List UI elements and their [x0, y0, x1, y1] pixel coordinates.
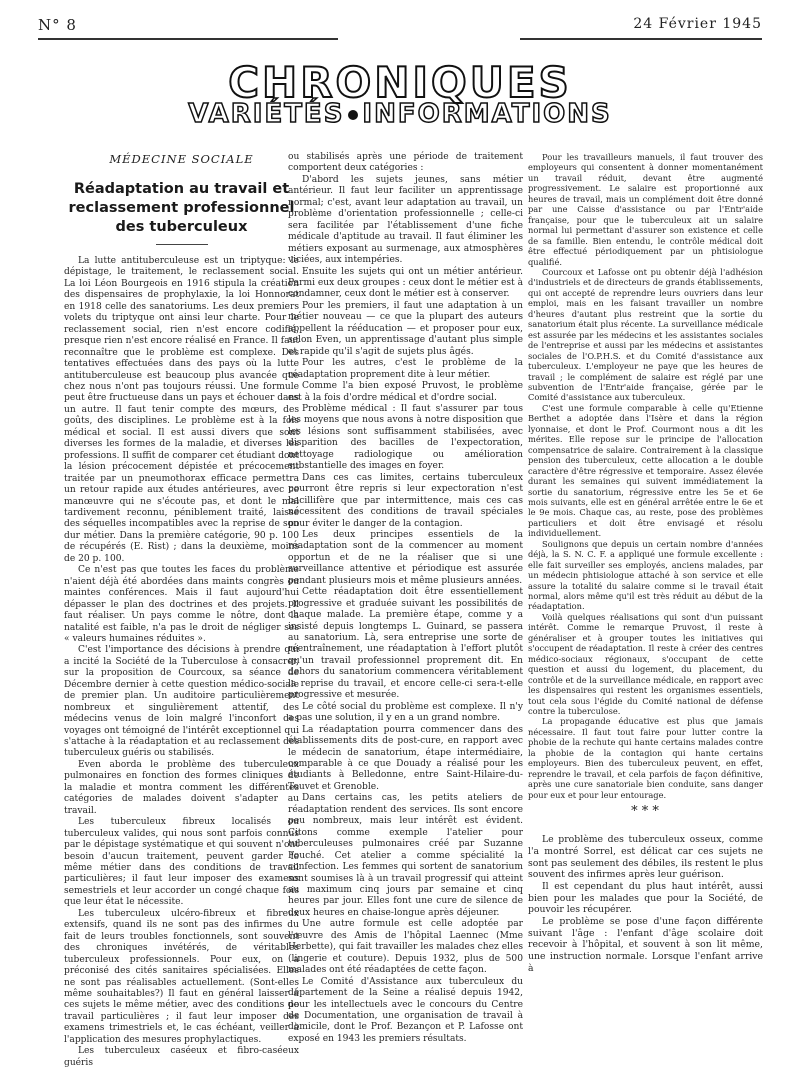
- column-2: [288, 152, 523, 1045]
- paragraph: Dans certains cas, les petits ateliers de réadaptation rendent des services. Ils sont encore peu nombreux, mais leur intérêt est évident. Citons comme exemple l'atelier pour tuberculeuses pulmonaires créé par Suzanne Fouché. Cet atelier a comme spécialité la confection. Les femmes qui sortent de sanatorium sont soumises là à un travail progressif qui atteint au maximum cinq jours par semaine et cinq heures par jour. Elles font une cure de silence de deux heures en chaise-longue après déjeuner.: [288, 793, 523, 918]
- paragraph: Even aborda le problème des tuberculeux pulmonaires en fonction des formes cliniques de la maladie et montra comment les différentes catégories de malades doivent s'adapter au travail.: [64, 759, 299, 816]
- paragraph: Les deux principes essentiels de la réadaptation sont de la commencer au moment opportun et de ne la réaliser que si une surveillance attentive et périodique est assurée pendant plusieurs mois et même plusieurs années.: [288, 529, 523, 586]
- paragraph: Le problème des tuberculeux osseux, comme l'a montré Sorrel, est délicat car ces sujets ne sont pas seulement des débiles, ils restent le plus souvent des infirmes après leur guérison.: [528, 834, 763, 881]
- paragraph: C'est une formule comparable à celle qu'Etienne Berthet a adoptée dans l'Isère et dans la région lyonnaise, et dont le Prof. Courmont nous a dit les mérites. Elle repose sur le principe de l'allocation compensatrice de salaire. Contrairement à la classique pension des tuberculeux, cette allocation a le double caractère d'être régressive et temporaire. Assez élevée durant les semaines qui suivent immédiatement la sortie du sanatorium, régressive entre les 5e et 6e mois suivants, elle est en général arrêtée entre le 6e et le 9e mois. Chaque cas, au reste, pose des problèmes particuliers et doit être envisagé et résolu individuellement.: [528, 402, 763, 539]
- paragraph: Soulignons que depuis un certain nombre d'années déjà, la S. N. C. F. a appliqué une formule excellente : elle fait surveiller ses employés, anciens malades, par un médecin phtisiologue attaché à son service et elle assure la totalité du salaire comme si le travail était normal, alors même qu'il est très réduit au début de la réadaptation.: [528, 538, 763, 612]
- paragraph: Ce n'est pas que toutes les faces du problème n'aient déjà été abordées dans maints congrès ou maintes conférences. Mais il faut aujourd'hui dépasser le plan des doctrines et des projets. Il faut réaliser. Un pays comme le nôtre, dont la natalité est faible, n'a pas le droit de négliger ses « valeurs humaines réduites ».: [64, 565, 299, 644]
- section-separator-stars: * * *: [631, 804, 659, 820]
- title-divider: [156, 244, 208, 245]
- paragraph: Les tuberculeux fibreux localisés ou tuberculeux valides, qui nous sont parfois connus par le dépistage systématique et qui souvent n'ont besoin d'aucun traitement, peuvent garder le même métier dans des conditions de travail particulières; il faut leur imposer des examens semestriels et leur accorder un congé chaque fois que leur état le nécessite.: [64, 817, 299, 908]
- paragraph: Une autre formule est celle adoptée par l'œuvre des Amis de l'hôpital Laennec (Mme Herbette), qui fait travailler les malades chez elles (lingerie et couture). Depuis 1932, plus de 500 malades ont été réadaptées de cette façon.: [288, 919, 523, 976]
- masthead-varietes: VARIÉTÉS: [188, 99, 345, 129]
- column-3-continued: [528, 834, 763, 974]
- paragraph: La réadaptation pourra commencer dans des établissements dits de post-cure, en rapport avec le médecin de sanatorium, étape intermédiaire, comparable à ce que Douady a réalisé pour les étudiants à Belledonne, entre Saint-Hilaire-du-Touvet et Grenoble.: [288, 724, 523, 792]
- masthead-title: CHRONIQUES: [228, 58, 572, 107]
- paragraph: Pour les travailleurs manuels, il faut trouver des employeurs qui consentent à donner momentanément un travail réduit, devant être augmenté progressivement. Le salaire est proportionné aux heures de travail, mais un complément doit être donné par une Caisse d'assistance ou par l'Entr'aide française, pour que le tuberculeux ait un salaire normal lui permettant d'assurer son existence et celle de sa famille. Bien entendu, le contrôle médical doit être effectué périodiquement par un phtisiologue qualifié.: [528, 152, 763, 267]
- paragraph: Cette réadaptation doit être essentiellement progressive et graduée suivant les possibilités de chaque malade. La première étape, comme y a insisté depuis longtemps L. Guinard, se passera au sanatorium. Là, sera entreprise une sorte de réentraînement, une réadaptation à l'effort plutôt qu'un travail professionnel proprement dit. En dehors du sanatorium commencera véritablement la reprise du travail, et encore celle-ci sera-t-elle progressive et mesurée.: [288, 587, 523, 701]
- paragraph: Le problème se pose d'une façon différente suivant l'âge : l'enfant d'âge scolaire doit recevoir à l'hôpital, et souvent à son lit même, une instruction normale. Lorsque l'enfant arrive à: [528, 916, 763, 974]
- paragraph: Problème médical : Il faut s'assurer par tous les moyens que nous avons à notre disposition que les lésions sont suffisamment stabilisées, avec disparition des bacilles de l'expectoration, nettoyage radiologique ou amélioration substantielle des images en foyer.: [288, 403, 523, 472]
- column-3: [528, 152, 763, 800]
- header-rule-left: [38, 38, 338, 40]
- paragraph: ou stabilisés après une période de traitement comportent deux catégories :: [288, 152, 523, 174]
- paragraph: Pour les autres, c'est le problème de la réadaptation proprement dite à leur métier.: [288, 358, 523, 380]
- header-rule-right: [520, 38, 762, 40]
- paragraph: Ensuite les sujets qui ont un métier antérieur. Parmi eux deux groupes : ceux dont le métier est à condamner, ceux dont le métier est à conserver.: [288, 266, 523, 300]
- paragraph: Comme l'a bien exposé Pruvost, le problème est à la fois d'ordre médical et d'ordre social.: [288, 381, 523, 403]
- issue-number: N° 8: [38, 16, 77, 34]
- paragraph: C'est l'importance des décisions à prendre qui a incité la Société de la Tuberculose à consacrer, sur la proposition de Courcoux, sa séance de Décembre dernier à cette question médico-sociale de premier plan. Un auditoire particulièrement nombreux et singulièrement attentif, des médecins venus de loin malgré l'inconfort des voyages ont témoigné de l'intérêt exceptionnel qui s'attache à la réadaptation et au reclassement des tuberculeux guéris ou stabilisés.: [64, 645, 299, 759]
- paragraph: Dans ces cas limites, certains tuberculeux pourront être repris si leur expectoration n'est bacillifère que par intermittence, mais ces cas nécessitent des conditions de travail spéciales pour éviter le danger de la contagion.: [288, 472, 523, 529]
- bullet-dot-icon: [348, 110, 358, 120]
- paragraph: Les tuberculeux ulcéro-fibreux et fibreux extensifs, quand ils ne sont pas des infirmes du fait de leurs troubles fonctionnels, sont souvent des chroniques invétérés, de véritables tuberculeux professionnels. Pour eux, on a préconisé des cités sanitaires spécialisées. Elles ne sont pas réalisables actuellement. (Sont-elles même souhaitables?) Il faut en général laisser à ces sujets le même métier, avec des conditions de travail particulières ; il faut leur imposer des examens trimestriels et, le cas échéant, veiller à l'application des mesures prophylactiques.: [64, 908, 299, 1045]
- section-heading: MÉDECINE SOCIALE: [109, 152, 254, 166]
- issue-date: 24 Février 1945: [633, 16, 762, 32]
- article-title: Réadaptation au travail et reclassement professionnel des tuberculeux: [68, 181, 295, 235]
- paragraph: Pour les premiers, il faut une adaptation à un métier nouveau — ce que la plupart des auteurs appellent la rééducation — et proposer pour eux, selon Even, un apprentissage d'autant plus simple et rapide qu'il s'agit de sujets plus âgés.: [288, 300, 523, 357]
- paragraph: La lutte antituberculeuse est un triptyque: le dépistage, le traitement, le reclassement social. La loi Léon Bourgeois en 1916 stipula la création des dispensaires de prophylaxie, la loi Honnorat en 1918 celle des sanatoriums. Les deux premiers volets du triptyque ont ainsi leur charte. Pour le reclassement social, rien n'est encore codifié, presque rien n'est encore réalisé en France. Il faut reconnaître que le problème est complexe. Des tentatives effectuées dans des pays où la lutte antituberculeuse est beaucoup plus avancée que chez nous n'ont pas toujours réussi. Une formule peut être fructueuse dans un pays et échouer dans un autre. Il faut tenir compte des mœurs, des goûts, des disciplines. Le problème est à la fois médical et social. Il est aussi divers que sont diverses les formes de la maladie, et diverses les professions. Il suffit de comparer cet étudiant dont la lésion précocement dépistée et précocement traitée par un pneumothorax efficace permettra un retour rapide aux études antérieures, avec ce manœuvre qui ne s'écoute pas, et dont le mal tardivement reconnu, péniblement traité, laisse des séquelles incompatibles avec la reprise de son dur métier. Dans la première catégorie, 90 p. 100 de récupérés (E. Rist) ; dans la deuxième, moins de 20 p. 100.: [64, 256, 300, 564]
- paragraph: Courcoux et Lafosse ont pu obtenir déjà l'adhésion d'industriels et de directeurs de grands établissements, qui ont accepté de reprendre leurs ouvriers dans leur emploi, mais en les faisant travailler un nombre d'heures d'autant plus restreint que la sortie du sanatorium était plus récente. La surveillance médicale est assurée par les médecins et les assistantes sociales de l'entreprise et aussi par les médecins et assistantes sociales de l'O.P.H.S. et du Comité d'assistance aux tuberculeux. L'employeur ne paye que les heures de travail ; le complément de salaire est réglé par une subvention de l'Entr'aide française, gérée par le Comité d'assistance aux tuberculeux.: [528, 266, 763, 403]
- paragraph: Les tuberculeux caséeux et fibro-caséeux guéris: [64, 1046, 299, 1068]
- page-header: [38, 16, 762, 38]
- paragraph: D'abord les sujets jeunes, sans métier antérieur. Il faut leur faciliter un apprentissage normal; c'est, avant leur adaptation au travail, un problème d'orientation professionnelle ; celle-ci sera facilitée par l'établissement d'une fiche médicale d'aptitude au travail. Il faut éliminer les métiers exposant au surmenage, aux atmosphères viciées, aux intempéries.: [288, 174, 523, 266]
- column-1: [64, 256, 299, 1069]
- masthead-subtitle: [0, 99, 800, 129]
- paragraph: La propagande éducative est plus que jamais nécessaire. Il faut tout faire pour lutter contre la phobie de la rechute qui hante certains malades contre la phobie de la contagion qui hante certains employeurs. Bien des tuberculeux peuvent, en effet, reprendre le travail, et cela parfois de façon définitive, après une cure sanatoriale bien conduite, sans danger pour eux et pour leur entourage.: [528, 716, 763, 800]
- masthead-informations: INFORMATIONS: [362, 99, 612, 129]
- paragraph: Le côté social du problème est complexe. Il n'y a pas une solution, il y en a un grand nombre.: [288, 701, 523, 724]
- paragraph: Voilà quelques réalisations qui sont d'un puissant intérêt. Comme le remarque Pruvost, il reste à généraliser et à grouper toutes les initiatives qui s'occupent de réadaptation. Il reste à créer des centres médico-sociaux régionaux, s'occupant de cette question et aussi du logement, du placement, du contrôle et de la surveillance médicale, en rapport avec les dispensaires qui restent les organismes essentiels, tout cela sous l'égide du Comité national de défense contre la tuberculose.: [528, 611, 763, 717]
- paragraph: Il est cependant du plus haut intérêt, aussi bien pour les malades que pour la Société, de pouvoir les récupérer.: [528, 880, 763, 916]
- paragraph: Le Comité d'Assistance aux tuberculeux du département de la Seine a réalisé depuis 1942, pour les intellectuels avec le concours du Centre de Documentation, une organisation de travail à domicile, dont le Prof. Bezançon et P. Lafosse ont exposé en 1943 les premiers résultats.: [288, 976, 523, 1044]
